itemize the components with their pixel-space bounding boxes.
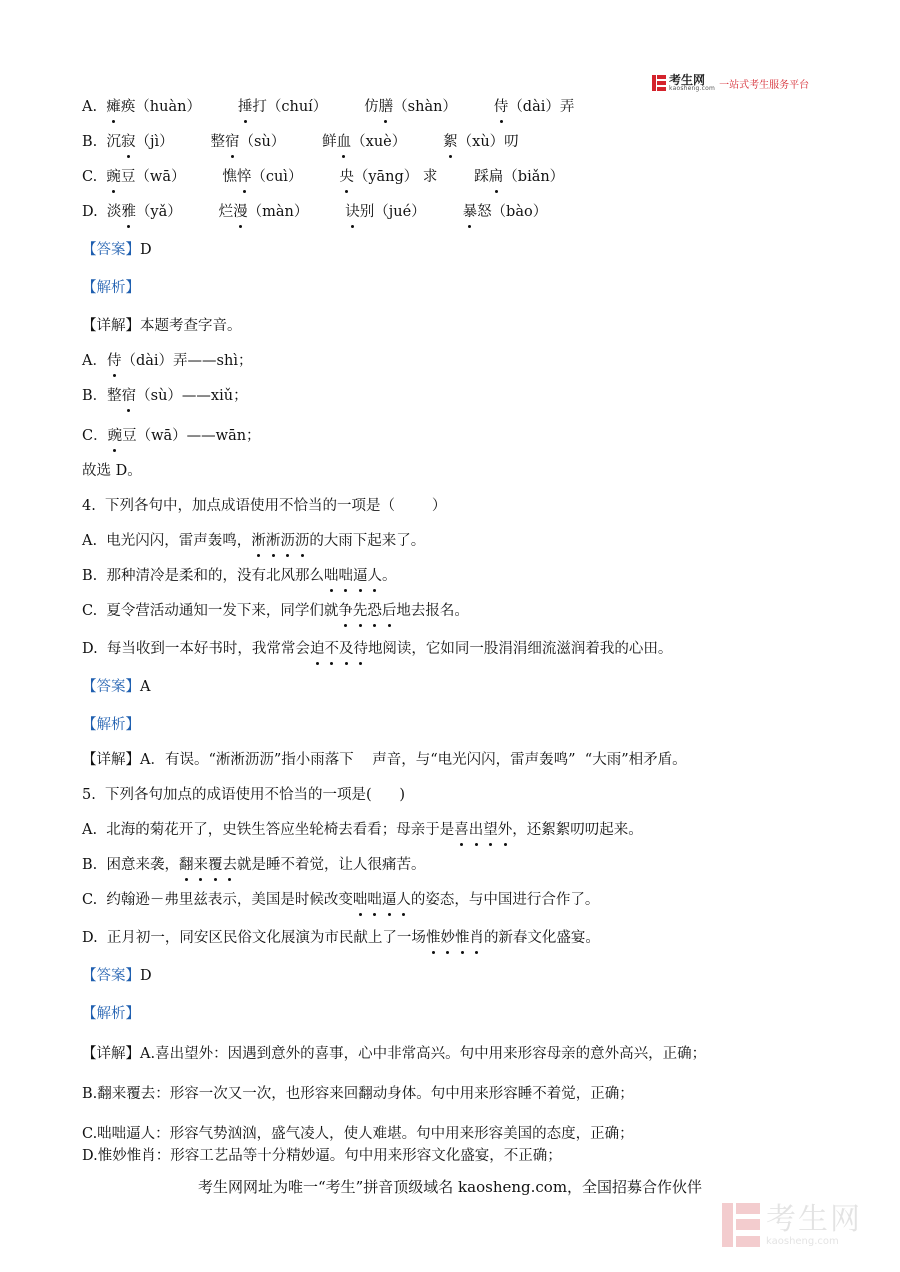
text-segment: B. 那种清冷是柔和的，没有北风那么 [82,568,324,584]
text-segment: A． [82,353,107,369]
watermark-title: 考生网 [766,1201,862,1237]
line-q3d [82,201,822,223]
line-ans5 [82,965,822,987]
emphasized-char: 迫 [310,638,325,660]
emphasized-char: 来 [193,854,208,876]
text-segment: C． [82,428,108,444]
emphasized-char: 絮 [443,131,458,153]
text-segment: （màn） [247,204,346,220]
kaosheng-logo-icon [652,75,666,91]
text-segment: （yǎ） 烂 [135,204,234,220]
document-body [82,96,822,1167]
line-ana3 [82,277,822,299]
line-ans4 [82,676,822,698]
emphasized-char: 及 [339,638,354,660]
emphasized-char: 喜 [454,819,469,841]
section-tag: 【答案】 [82,242,140,258]
emphasized-char: 惟 [426,927,441,949]
text-segment: B. 沉 [82,134,121,150]
emphasized-char: 咄 [353,889,368,911]
text-segment: （biǎn） [503,169,565,185]
watermark-icon [722,1203,760,1247]
emphasized-char: 宿 [225,131,240,153]
emphasized-char: 出 [469,819,484,841]
emphasized-char: 暴 [463,201,478,223]
line-q5d [82,927,822,949]
emphasized-char: 妙 [440,927,455,949]
text-segment: D [140,968,152,984]
line-ana4 [82,714,822,736]
text-segment: C. 夏令营活动通知一发下来，同学们就 [82,603,339,619]
emphasized-char: 侍 [107,350,122,372]
line-det4 [82,749,822,771]
emphasized-char: 央 [339,166,354,188]
text-segment: D. 正月初一，同安区民俗文化展演为市民献上了一场 [82,930,426,946]
emphasized-char: 咄 [367,889,382,911]
text-segment: D [140,242,152,258]
logo-domain: kaosheng.com [669,84,716,92]
line-q5b [82,854,822,876]
section-tag: 【答案】 [82,679,140,695]
line-d3b [82,385,822,407]
text-segment: D.惟妙惟肖：形容工艺品等十分精妙逼。句中用来形容文化盛宴，不正确； [82,1148,562,1164]
emphasized-char: 膳 [379,96,394,118]
emphasized-char: 逼 [353,565,368,587]
text-segment: 痪（huàn） [120,99,238,115]
text-segment: 别（jué） [359,204,463,220]
emphasized-char: 诀 [345,201,360,223]
emphasized-char: 寂 [121,131,136,153]
line-d3a [82,350,822,372]
line-d5c [82,1123,822,1145]
text-segment: 怒（bào） [477,204,548,220]
emphasized-char: 先 [353,600,368,622]
text-segment: ，还絮絮叨叨起来。 [512,822,643,838]
text-segment: 的姿态，与中国进行合作了。 [410,892,600,908]
text-segment: （cuì） [251,169,340,185]
text-segment: A. [82,99,107,115]
text-segment: 。 [381,568,397,584]
logo-slogan: 一站式考生服务平台 [719,79,810,91]
logo-name: 考生网 [669,72,706,87]
line-q3a [82,96,822,118]
text-segment: （sù）——xiǔ； [136,388,248,404]
emphasized-char: 争 [338,600,353,622]
emphasized-char: 恐 [367,600,382,622]
emphasized-char: 淅 [266,530,281,552]
line-q5a [82,819,822,841]
line-d5b [82,1083,822,1105]
emphasized-char: 惟 [455,927,470,949]
header-logo [652,72,809,94]
emphasized-char: 待 [353,638,368,660]
emphasized-char: 沥 [295,530,310,552]
footer-text: 考生网网址为唯一“考生”拼音顶级域名 kaosheng.com，全国招募合作伙伴 [197,1178,703,1196]
text-segment: （jì） 整 [135,134,225,150]
emphasized-char: 雅 [121,201,136,223]
line-q3c [82,166,822,188]
text-segment: （dài）弄 [508,99,575,115]
emphasized-char: 逼 [382,889,397,911]
line-q5 [82,784,822,806]
text-segment: 豆（wā）——wān； [122,428,261,444]
text-segment: C.咄咄逼人：形容气势汹汹，盛气凌人，使人难堪。句中用来形容美国的态度，正确； [82,1126,634,1142]
line-q4d [82,638,822,660]
text-segment: 的新春文化盛宴。 [483,930,600,946]
section-tag: 【解析】 [82,1006,140,1022]
text-segment: 地阅读，它如同一股涓涓细流滋润着我的心田。 [367,641,673,657]
emphasized-char: 后 [382,600,397,622]
emphasized-char: 咄 [338,565,353,587]
emphasized-char: 血 [337,131,352,153]
emphasized-char: 瘫 [106,96,121,118]
emphasized-char: 侍 [494,96,509,118]
section-tag: 【答案】 [82,968,140,984]
line-q4c [82,600,822,622]
emphasized-char: 咄 [324,565,339,587]
text-segment: D. 淡 [82,204,122,220]
emphasized-char: 人 [367,565,382,587]
text-segment: B.翻来覆去：形容一次又一次，也形容来回翻动身体。句中用来形容睡不着觉，正确； [82,1086,634,1102]
text-segment: 【详解】A．有误。“淅淅沥沥”指小雨落下 声音，与“电光闪闪，雷声轰鸣” “大雨”相矛盾。 [82,752,687,768]
emphasized-char: 宿 [122,385,137,407]
emphasized-char: 捶 [238,96,253,118]
line-ans3 [82,239,822,261]
emphasized-char: 淅 [251,530,266,552]
text-segment: A [140,679,151,695]
text-segment: A. 北海的菊花开了，史铁生答应坐轮椅去看看；母亲于是 [82,822,455,838]
text-segment: C. 约翰逊－弗里兹表示，美国是时候改变 [82,892,353,908]
emphasized-char: 人 [396,889,411,911]
text-segment: 打（chuí） 仿 [252,99,379,115]
emphasized-char: 不 [324,638,339,660]
emphasized-char: 覆 [208,854,223,876]
line-q5c [82,889,822,911]
text-segment: 地去报名。 [396,603,469,619]
text-segment: D. 每当收到一本好书时，我常常会 [82,641,310,657]
text-segment: 故选 D。 [82,463,142,479]
emphasized-char: 扁 [489,166,504,188]
line-d5d [82,1145,822,1167]
emphasized-char: 豌 [106,166,121,188]
section-tag: 【解析】 [82,717,140,733]
emphasized-char: 外 [498,819,513,841]
text-segment: 豆（wā） 憔 [120,169,237,185]
line-q4 [82,495,822,517]
text-segment: B. 困意来袭， [82,857,179,873]
text-segment: A. 电光闪闪，雷声轰鸣， [82,533,252,549]
text-segment: 的大雨下起来了。 [309,533,426,549]
watermark-logo [722,1197,882,1253]
emphasized-char: 肖 [469,927,484,949]
emphasized-char: 望 [483,819,498,841]
line-d3c [82,425,822,447]
line-det5 [82,1043,822,1065]
line-sel3 [82,460,822,482]
text-segment: C. [82,169,107,185]
line-ana5 [82,1003,822,1025]
emphasized-char: 悴 [237,166,252,188]
text-segment: （dài）弄——shì； [121,353,253,369]
text-segment: 4. 下列各句中，加点成语使用不恰当的一项是（ ） [82,498,447,514]
emphasized-char: 豌 [108,425,123,447]
text-segment: 5. 下列各句加点的成语使用不恰当的一项是( ) [82,787,406,803]
line-q3b [82,131,822,153]
watermark-domain: kaosheng.com [766,1235,839,1247]
emphasized-char: 漫 [233,201,248,223]
text-segment: B．整 [82,388,122,404]
text-segment: （yāng） 求 踩 [353,169,489,185]
line-q4a [82,530,822,552]
text-segment: （xuè） [351,134,444,150]
text-segment: （xù）叨 [457,134,519,150]
emphasized-char: 翻 [179,854,194,876]
text-segment: 【详解】本题考查字音。 [82,318,242,334]
line-q4b [82,565,822,587]
line-det3 [82,315,822,337]
text-segment: （shàn） [393,99,494,115]
emphasized-char: 去 [222,854,237,876]
text-segment: 就是睡不着觉，让人很痛苦。 [236,857,426,873]
text-segment: （sù） 鲜 [239,134,337,150]
emphasized-char: 沥 [280,530,295,552]
text-segment: 【详解】A.喜出望外：因遇到意外的喜事，心中非常高兴。句中用来形容母亲的意外高兴，正确； [82,1046,707,1062]
section-tag: 【解析】 [82,280,140,296]
